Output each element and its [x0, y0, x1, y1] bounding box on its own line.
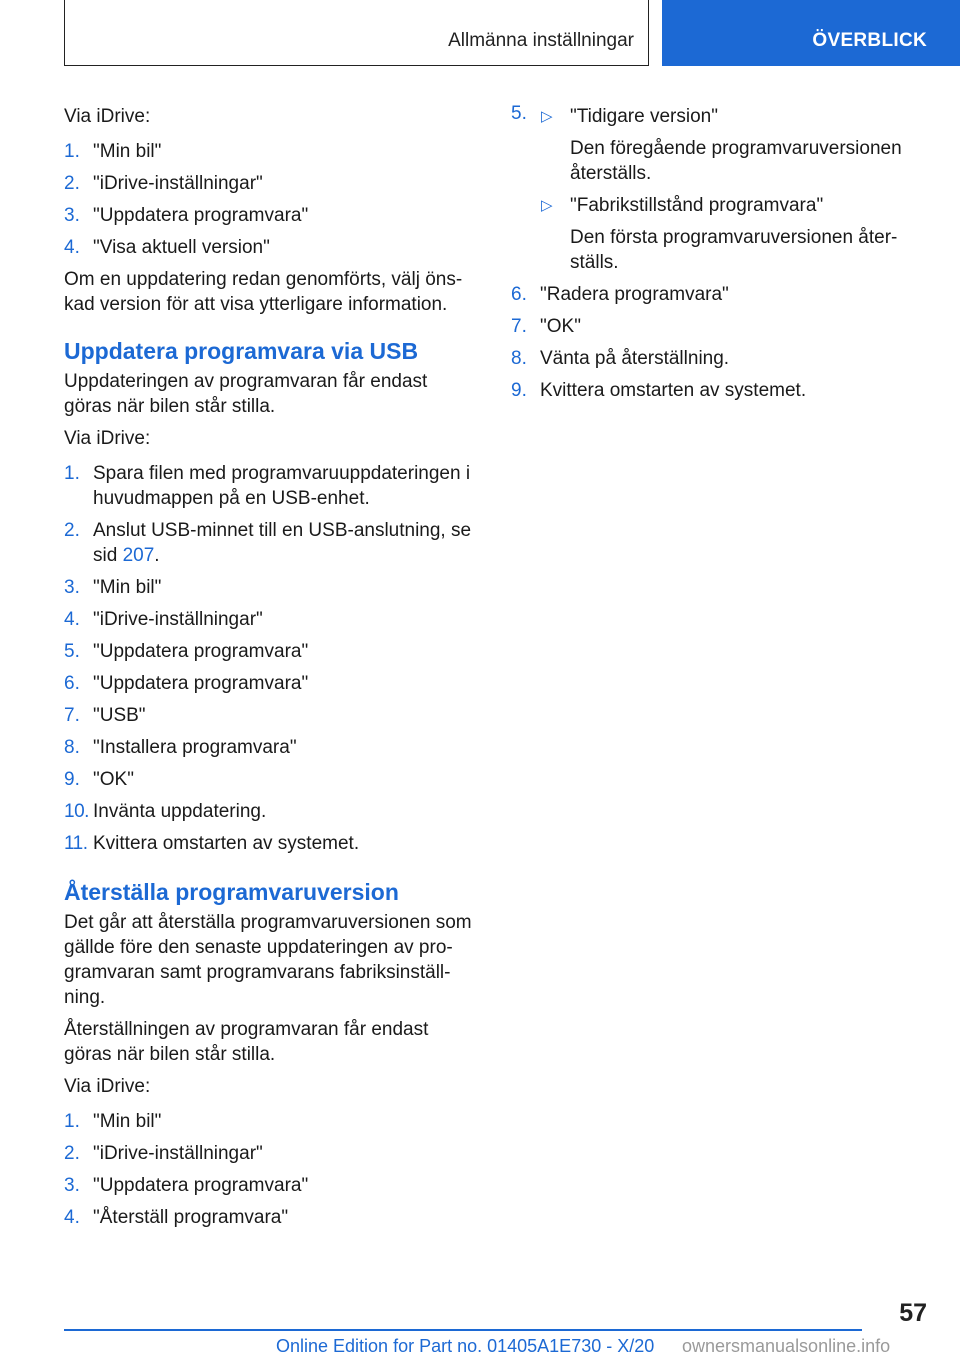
step-number: 3. — [64, 577, 80, 598]
usb-intro-text: Via iDrive: — [64, 428, 151, 449]
overview-badge-label: ÖVERBLICK — [812, 30, 927, 51]
step-number: 10. — [64, 801, 89, 822]
step-number: 2. — [64, 1143, 80, 1164]
edition-footer: Online Edition for Part no. 01405A1E730 - X/20 — [276, 1336, 655, 1356]
step-number: 11. — [64, 833, 88, 854]
list-item — [64, 203, 480, 228]
view-version-steps — [64, 139, 480, 260]
step-text: "Min bil" — [93, 141, 162, 162]
step-number: 3. — [64, 205, 80, 226]
step-number: 6. — [511, 284, 527, 305]
intro-text: Via iDrive: — [64, 106, 151, 127]
step-text-suffix: . — [154, 545, 160, 566]
step-number: 6. — [64, 673, 80, 694]
list-item — [64, 171, 480, 196]
left-column — [64, 104, 480, 1237]
list-item — [64, 607, 480, 632]
restore-paragraph-1: Det går att återställa programvaruversionen som gällde före den senaste uppdateringen av programvaran samt programvarans fabriksinställning. — [64, 912, 472, 1008]
step-number: 5. — [511, 103, 527, 124]
list-item — [511, 314, 911, 339]
step-number: 9. — [511, 380, 527, 401]
step-number: 1. — [64, 463, 80, 484]
sub-option-description: Den föregående programvaruversionen återställs. — [570, 138, 902, 184]
triangle-bullet-icon: ▷ — [541, 197, 553, 214]
list-item — [511, 282, 911, 307]
list-item — [64, 671, 480, 696]
list-item — [64, 518, 480, 568]
step-text: "Uppdatera programvara" — [93, 673, 309, 694]
list-item — [64, 1173, 480, 1198]
sub-option-label: "Fabrikstillstånd programvara" — [570, 195, 824, 216]
step-number: 2. — [64, 520, 80, 541]
step-text: Kvittera omstarten av systemet. — [540, 380, 807, 401]
step-text: "Uppdatera programvara" — [93, 1175, 309, 1196]
step-text: "Återställ programvara" — [93, 1207, 289, 1228]
step-text: Kvittera omstarten av systemet. — [93, 833, 360, 854]
overview-badge[interactable] — [662, 0, 960, 66]
step-number: 3. — [64, 1175, 80, 1196]
step-number: 7. — [64, 705, 80, 726]
step-number: 4. — [64, 609, 80, 630]
step-text: "iDrive-inställningar" — [93, 173, 263, 194]
step-text: "Uppdatera programvara" — [93, 641, 309, 662]
heading-restore-version: Återställa programvaruversion — [64, 879, 399, 905]
step-text: "Uppdatera programvara" — [93, 205, 309, 226]
list-item — [64, 799, 480, 824]
list-item — [64, 461, 480, 511]
step-text: Anslut USB-minnet till en USB-anslutning, se sid — [93, 520, 472, 566]
step-number: 2. — [64, 173, 80, 194]
header-section-tab — [64, 0, 649, 66]
step-text: "OK" — [93, 769, 134, 790]
usb-paragraph: Uppdateringen av programvaran får endast göras när bilen står stilla. — [64, 371, 428, 417]
step-number: 4. — [64, 237, 80, 258]
list-item — [511, 346, 911, 371]
step-text: Invänta uppdatering. — [93, 801, 267, 822]
step-text: "Radera programvara" — [540, 284, 729, 305]
step-number: 8. — [511, 348, 527, 369]
step-text: "USB" — [93, 705, 146, 726]
sub-option — [540, 104, 911, 129]
list-item — [511, 378, 911, 403]
right-column — [511, 104, 911, 410]
step-number: 4. — [64, 1207, 80, 1228]
list-item — [64, 1205, 480, 1230]
step-text: "Min bil" — [93, 577, 162, 598]
step-text: "Installera programvara" — [93, 737, 297, 758]
step-number: 1. — [64, 1111, 80, 1132]
step-text: "Visa aktuell version" — [93, 237, 270, 258]
footer-divider — [64, 1329, 862, 1331]
usb-update-steps — [64, 461, 480, 856]
restore-intro-text: Via iDrive: — [64, 1076, 151, 1097]
list-item — [64, 703, 480, 728]
list-item — [64, 235, 480, 260]
list-item — [64, 639, 480, 664]
step-text: "iDrive-inställningar" — [93, 1143, 263, 1164]
list-item — [511, 104, 911, 275]
step-number: 5. — [64, 641, 80, 662]
list-item — [64, 1141, 480, 1166]
list-item — [64, 139, 480, 164]
section-title: Allmänna inställningar — [448, 30, 634, 51]
step-number: 8. — [64, 737, 80, 758]
step-text: "OK" — [540, 316, 581, 337]
list-item — [64, 767, 480, 792]
list-item — [64, 1109, 480, 1134]
triangle-bullet-icon: ▷ — [541, 108, 553, 125]
sub-option-description: Den första programvaruversionen återställs. — [570, 227, 898, 273]
page-number: 57 — [899, 1299, 927, 1327]
list-item — [64, 735, 480, 760]
sub-option — [540, 193, 911, 218]
step-number: 9. — [64, 769, 80, 790]
step-number: 7. — [511, 316, 527, 337]
step-text: "iDrive-inställningar" — [93, 609, 263, 630]
step-number: 1. — [64, 141, 80, 162]
step-text: "Min bil" — [93, 1111, 162, 1132]
restore-steps — [64, 1109, 480, 1230]
page-reference-link[interactable]: 207 — [122, 545, 155, 566]
restore-steps-continued — [511, 282, 911, 403]
heading-usb-update: Uppdatera programvara via USB — [64, 338, 419, 364]
list-item — [64, 575, 480, 600]
sub-option-label: "Tidigare version" — [570, 106, 718, 127]
restore-paragraph-2: Återställningen av programvaran får endast göras när bilen står stilla. — [64, 1019, 429, 1065]
step-text: Spara filen med programvaruuppdateringen i huvudmappen på en USB-enhet. — [93, 463, 471, 509]
list-item — [64, 831, 480, 856]
step-text: Vänta på återställning. — [540, 348, 730, 369]
version-info-paragraph: Om en uppdatering redan genomförts, välj önskad version för att visa ytterligare information. — [64, 269, 463, 315]
watermark: ownersmanualsonline.info — [682, 1336, 891, 1356]
